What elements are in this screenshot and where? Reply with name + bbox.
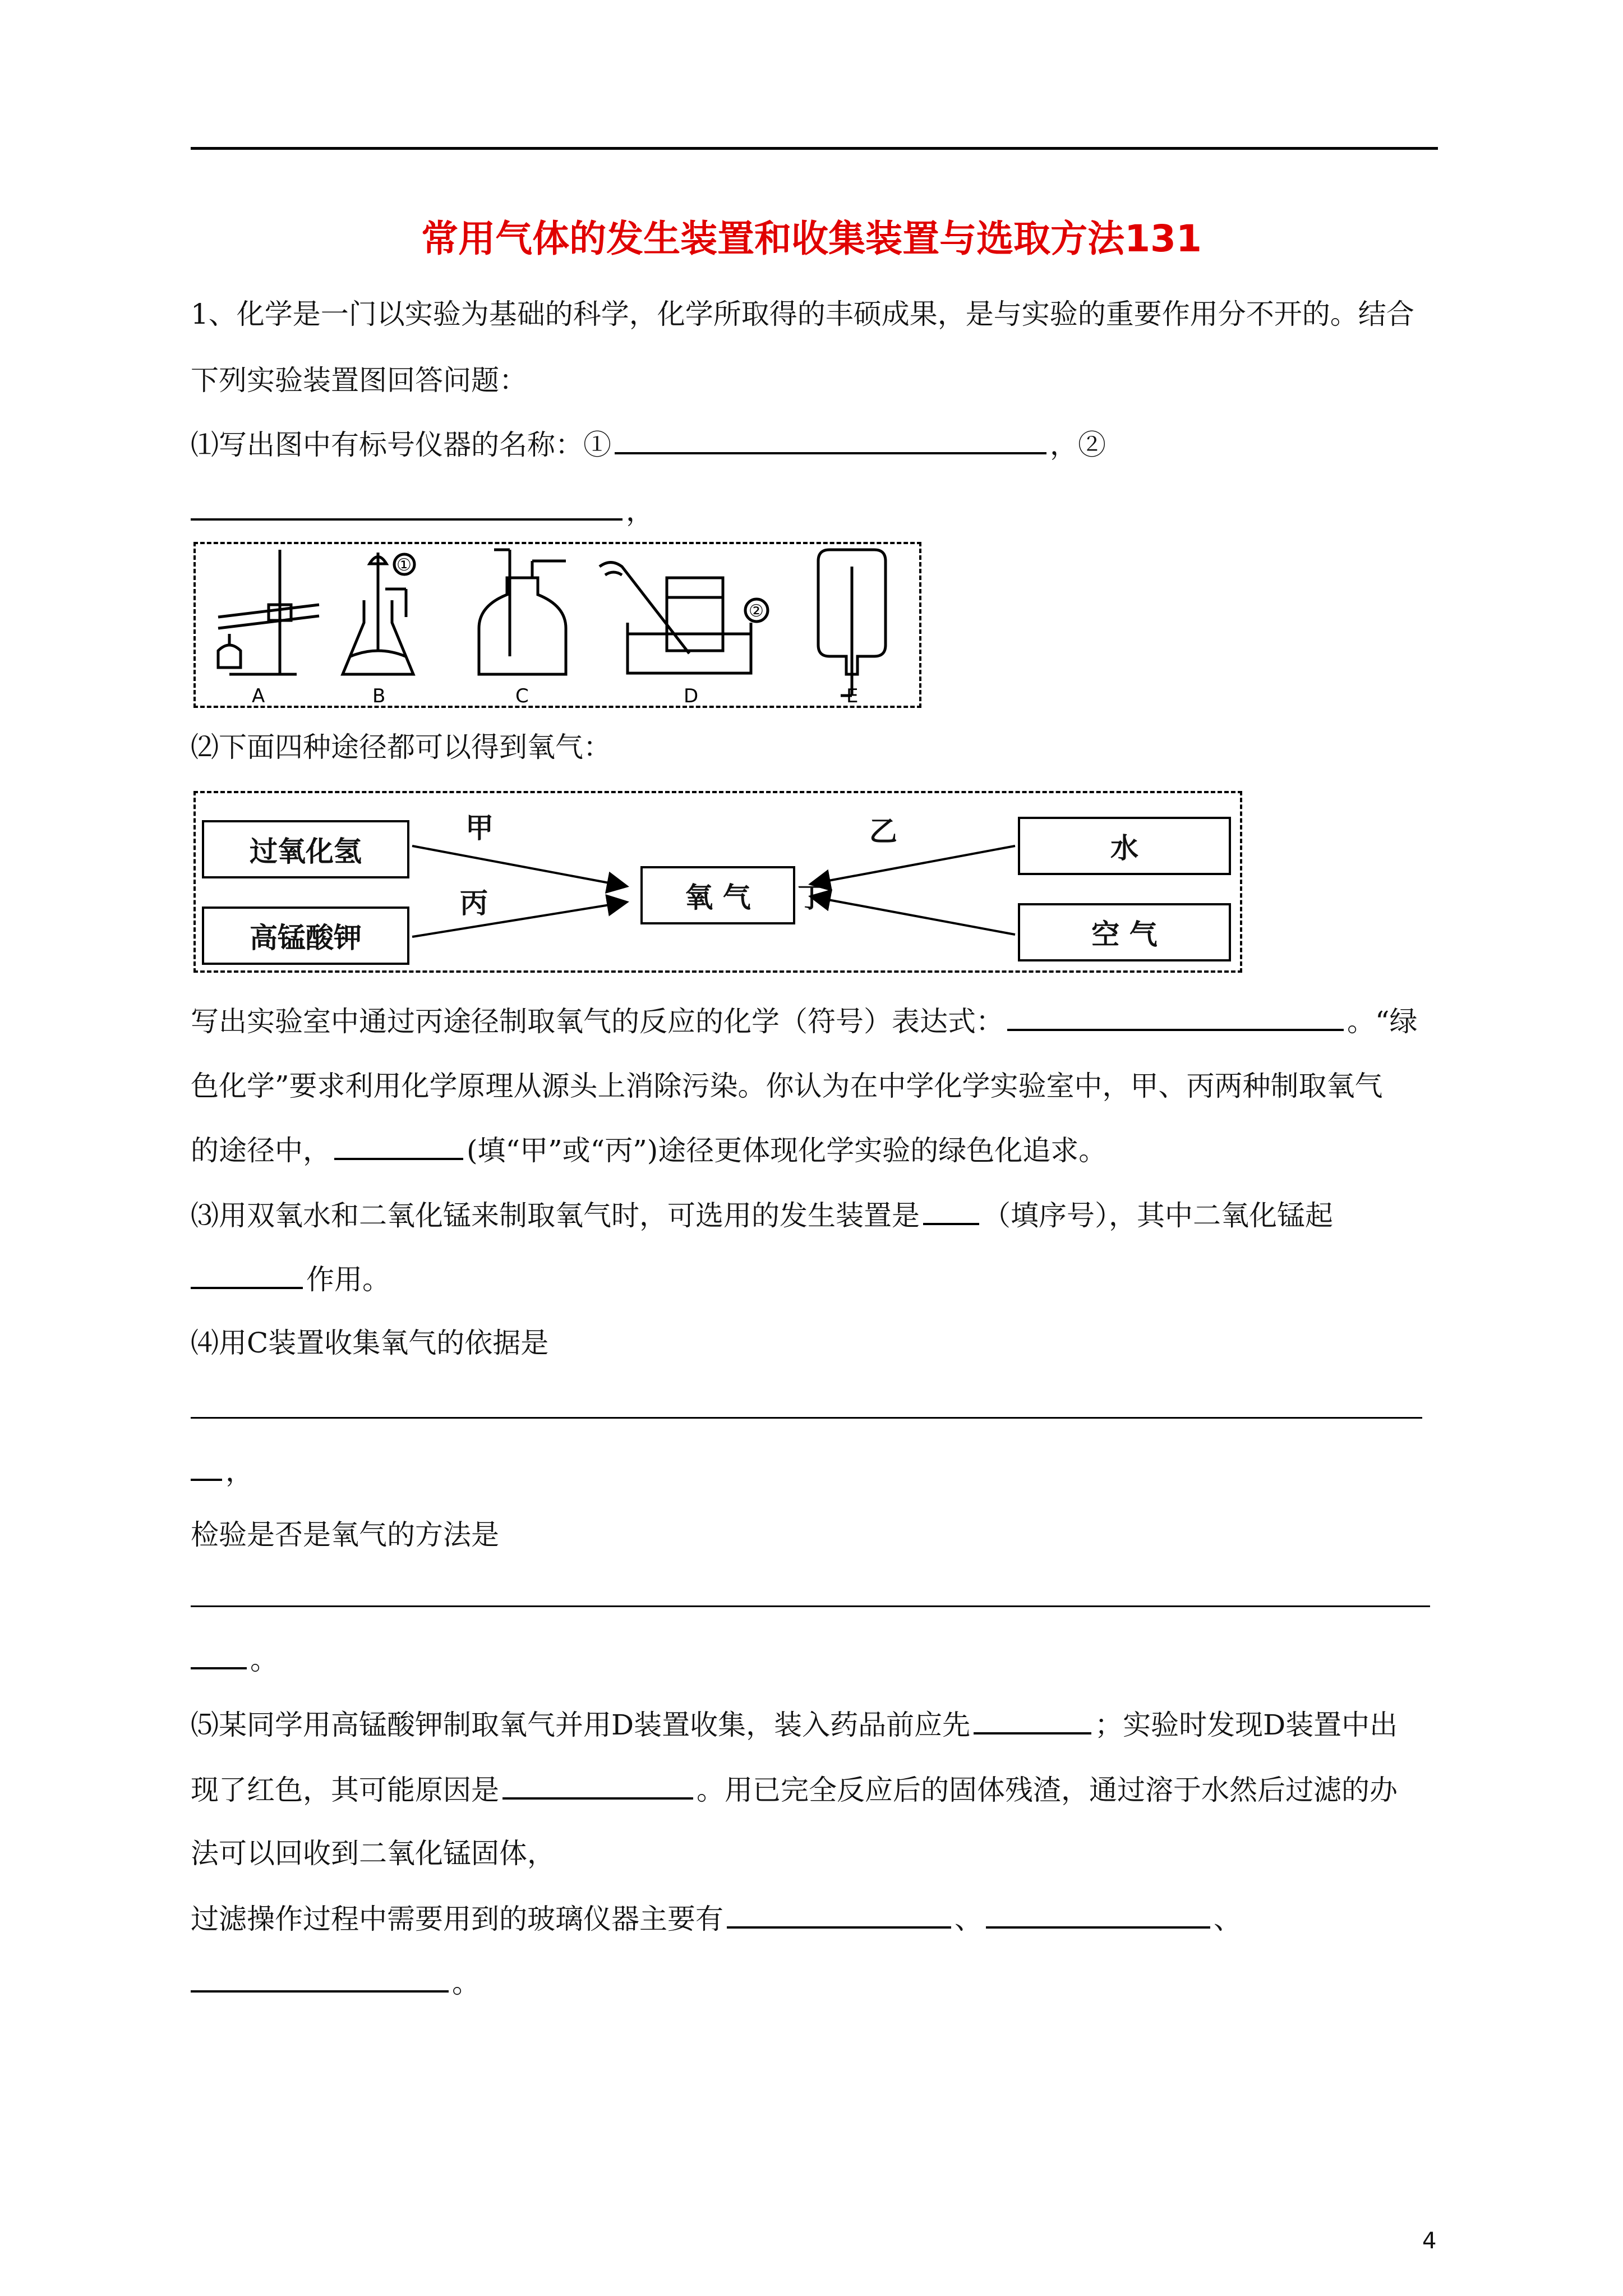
- answer-blank-generator[interactable]: [923, 1198, 979, 1225]
- answer-blank-check[interactable]: [974, 1708, 1091, 1734]
- apparatus-label-e: E: [846, 685, 859, 706]
- part4-line1: ⑷用C装置收集氧气的依据是: [191, 1327, 549, 1359]
- flow-box-water: 水: [1018, 817, 1231, 875]
- part1-line2: [191, 494, 654, 528]
- header-rule: [191, 147, 1438, 150]
- part3-end: 作用。: [306, 1263, 390, 1296]
- apparatus-marker-2: ②: [749, 601, 764, 621]
- part5-line3: 法可以回收到二氧化锰固体，: [191, 1837, 555, 1870]
- part4-line2: [191, 1454, 253, 1488]
- apparatus-label-b: B: [372, 685, 386, 706]
- flow-label-ding: 丁: [797, 881, 826, 914]
- part3-line2: [191, 1262, 390, 1296]
- flow-box-oxygen: 氧 气: [640, 866, 795, 924]
- part2-line3: [191, 1133, 1106, 1167]
- part1-end: ，: [626, 495, 654, 527]
- apparatus-marker-1: ①: [396, 555, 412, 575]
- part3-line1: [191, 1198, 1333, 1232]
- part1-line: [191, 427, 1106, 462]
- part2-line2: 色化学”要求利用化学原理从源头上消除污染。你认为在中学化学实验室中，甲、丙两种制取氧气: [191, 1070, 1383, 1102]
- part5-text-a: ⑸某同学用高锰酸钾制取氧气并用D装置收集，装入药品前应先: [191, 1709, 971, 1741]
- part5-line4: [191, 1902, 1242, 1936]
- flow-label-yi: 乙: [869, 815, 897, 848]
- part4-comma: ，: [225, 1455, 253, 1488]
- part1-sep: ，②: [1050, 429, 1106, 461]
- part5-line2: [191, 1773, 1398, 1807]
- part5-line1: [191, 1708, 1398, 1742]
- question-intro-line2: 下列实验装置图回答问题：: [191, 364, 527, 397]
- apparatus-figure: [193, 542, 921, 708]
- flow-box-potassium-permanganate: 高锰酸钾: [202, 907, 409, 965]
- part3-text: ⑶用双氧水和二氧化锰来制取氧气时，可选用的发生装置是: [191, 1199, 920, 1232]
- apparatus-drawing: [196, 544, 919, 706]
- flow-box-air: 空 气: [1018, 903, 1231, 961]
- part2-line3-text: 的途径中，: [191, 1134, 331, 1167]
- part2-line1: [191, 1004, 1418, 1038]
- flow-label-bing: 丙: [460, 887, 488, 919]
- apparatus-label-c: C: [515, 685, 529, 706]
- part5-text-c: 现了红色，其可能原因是: [191, 1774, 499, 1806]
- part5-sep-2: 、: [1214, 1903, 1242, 1935]
- part2-intro: ⑵下面四种途径都可以得到氧气：: [191, 731, 611, 763]
- apparatus-label-d: D: [684, 685, 699, 706]
- answer-line-oxygen-test[interactable]: [191, 1605, 1430, 1607]
- answer-blank-glassware-1[interactable]: [727, 1902, 951, 1929]
- part4-end: 。: [250, 1644, 278, 1676]
- part5-text-d: 。用已完全反应后的固体残渣，通过溶于水然后过滤的办: [697, 1774, 1398, 1806]
- answer-line-collection-basis[interactable]: [191, 1417, 1422, 1419]
- answer-blank-green-route[interactable]: [334, 1133, 463, 1160]
- part3-text-b: （填序号），其中二氧化锰起: [983, 1199, 1333, 1232]
- part5-text-b: ；实验时发现D装置中出: [1095, 1709, 1398, 1741]
- answer-blank-glassware-2[interactable]: [986, 1902, 1210, 1929]
- page-number: 4: [1422, 2228, 1437, 2254]
- part5-text-f: 过滤操作过程中需要用到的玻璃仪器主要有: [191, 1903, 723, 1935]
- answer-blank-glassware-3[interactable]: [191, 1966, 449, 1993]
- part5-end: 。: [452, 1967, 480, 1999]
- part5-line5: [191, 1966, 480, 2000]
- answer-blank-collection-tail[interactable]: [191, 1454, 222, 1481]
- part2-line1-text: 写出实验室中通过丙途径制取氧气的反应的化学（符号）表达式：: [191, 1005, 1004, 1038]
- flow-box-hydrogen-peroxide: 过氧化氢: [202, 820, 409, 878]
- part2-line3-end: (填“甲”或“丙”)途径更体现化学实验的绿色化追求。: [467, 1134, 1107, 1167]
- answer-blank-1[interactable]: [615, 427, 1046, 454]
- apparatus-label-a: A: [252, 685, 265, 706]
- answer-blank-oxygen-test-tail[interactable]: [191, 1642, 247, 1669]
- answer-blank-2[interactable]: [191, 494, 623, 521]
- question-intro-line1: 1、化学是一门以实验为基础的科学，化学所取得的丰硕成果，是与实验的重要作用分不开的。结合: [191, 298, 1414, 330]
- answer-blank-red-cause[interactable]: [502, 1773, 693, 1800]
- page-title: 常用气体的发生装置和收集装置与选取方法131: [421, 217, 1202, 260]
- part4-line3: 检验是否是氧气的方法是: [191, 1519, 499, 1551]
- flow-label-jia: 甲: [465, 812, 494, 844]
- part5-sep-1: 、: [955, 1903, 983, 1935]
- part4-line4: [191, 1642, 278, 1677]
- answer-blank-equation[interactable]: [1007, 1004, 1344, 1031]
- answer-blank-mno2-role[interactable]: [191, 1262, 303, 1289]
- part1-prefix: ⑴写出图中有标号仪器的名称：①: [191, 429, 611, 461]
- part2-line1-end: 。“绿: [1347, 1005, 1418, 1038]
